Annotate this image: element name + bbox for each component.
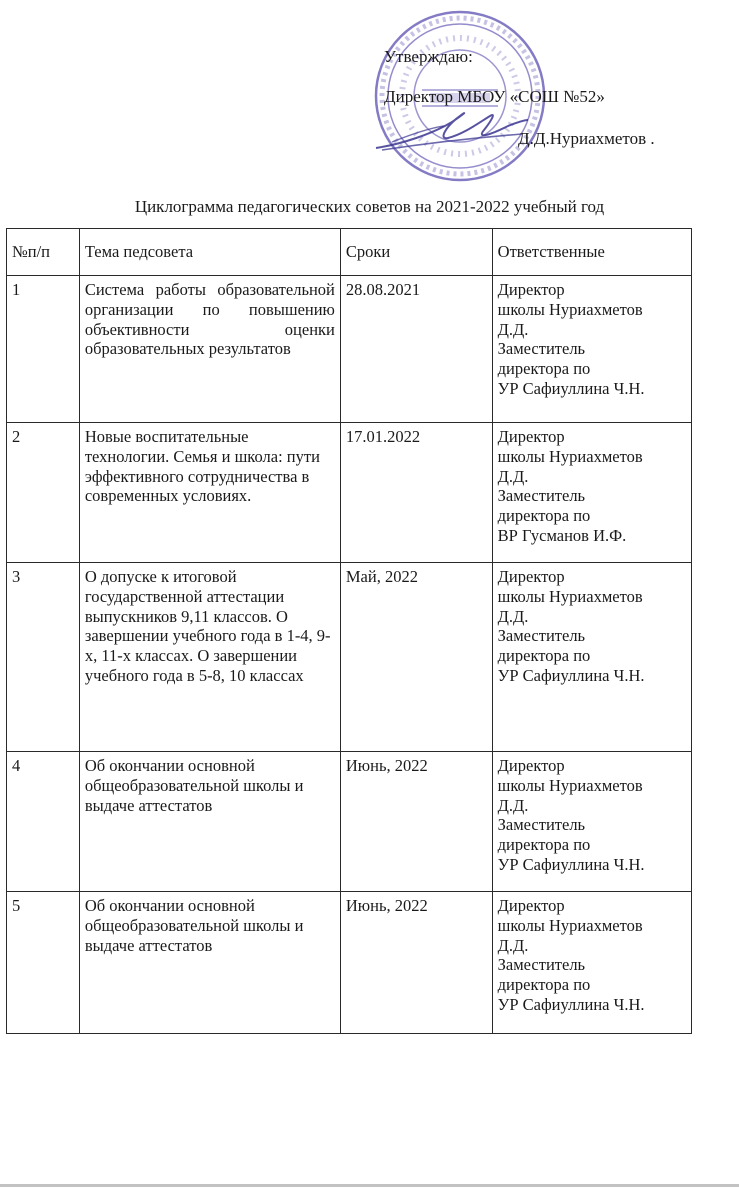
responsible-line: Директор <box>497 567 565 586</box>
row-topic: Об окончании основной общеобразовательной школы и выдаче аттестатов <box>79 752 340 892</box>
responsible-line: директора по <box>497 359 591 379</box>
responsible-line: школы Нуриахметов <box>497 446 643 466</box>
responsible-line: Заместитель <box>497 815 586 835</box>
responsible-line: УР Сафиуллина Ч.Н. <box>497 378 645 398</box>
responsible-line: УР Сафиуллина Ч.Н. <box>497 854 645 874</box>
table-row <box>7 276 692 423</box>
responsible-line: Директор <box>497 756 565 775</box>
director-signature <box>372 104 532 158</box>
row-date: 28.08.2021 <box>340 276 492 423</box>
row-topic: Об окончании основной общеобразовательной школы и выдаче аттестатов <box>79 892 340 1034</box>
row-topic: О допуске к итоговой государственной аттестации выпускников 9,11 классов. О завершении учебного года в 1-4, 9-х, 11-х классах. О завершении учебного года в 5-8, 10 классах <box>79 563 340 752</box>
table-row <box>7 423 692 563</box>
document-title: Циклограмма педагогических советов на 2021-2022 учебный год <box>134 197 605 216</box>
responsible-line: Д.Д. <box>497 935 529 955</box>
row-number: 2 <box>7 423 80 563</box>
responsible-line: директора по <box>497 646 591 666</box>
row-date: Июнь, 2022 <box>340 752 492 892</box>
responsible-line: директора по <box>497 506 591 526</box>
header-topic: Тема педсовета <box>79 229 340 276</box>
responsible-line: Заместитель <box>497 339 586 359</box>
responsible-line: Директор <box>497 427 565 446</box>
row-responsible <box>492 892 691 1034</box>
responsible-line: УР Сафиуллина Ч.Н. <box>497 994 645 1014</box>
approve-label: Утверждаю: <box>384 47 473 66</box>
row-topic: Новые воспитательные технологии. Семья и школа: пути эффективного сотрудничества в современных условиях. <box>79 423 340 563</box>
row-number: 1 <box>7 276 80 423</box>
responsible-line: Заместитель <box>497 626 586 646</box>
header-dates: Сроки <box>340 229 492 276</box>
responsible-line: УР Сафиуллина Ч.Н. <box>497 665 645 685</box>
responsible-line: школы Нуриахметов <box>497 299 643 319</box>
responsible-line: Д.Д. <box>497 606 529 626</box>
responsible-line: Д.Д. <box>497 319 529 339</box>
responsible-line: Директор <box>497 896 565 915</box>
row-responsible <box>492 423 691 563</box>
director-signer: Д.Д.Нуриахметов . <box>518 129 655 148</box>
director-title: Директор МБОУ «СОШ №52» <box>384 87 605 106</box>
pedagogical-councils-table <box>6 228 692 1034</box>
responsible-line: школы Нуриахметов <box>497 915 643 935</box>
row-responsible <box>492 752 691 892</box>
row-number: 3 <box>7 563 80 752</box>
header-number: №п/п <box>7 229 80 276</box>
responsible-line: школы Нуриахметов <box>497 775 643 795</box>
row-number: 4 <box>7 752 80 892</box>
table-header-row <box>7 229 692 276</box>
scan-bottom-edge <box>0 1184 739 1187</box>
row-topic: Система работы образовательной организации по повышению объективности оценки образовательных результатов <box>79 276 340 423</box>
responsible-line: Д.Д. <box>497 795 529 815</box>
responsible-line: директора по <box>497 975 591 995</box>
responsible-line: директора по <box>497 835 591 855</box>
row-date: Июнь, 2022 <box>340 892 492 1034</box>
row-date: Май, 2022 <box>340 563 492 752</box>
responsible-line: Директор <box>497 280 565 299</box>
responsible-line: ВР Гусманов И.Ф. <box>497 525 627 545</box>
row-responsible <box>492 276 691 423</box>
responsible-line: Заместитель <box>497 486 586 506</box>
table-row <box>7 752 692 892</box>
responsible-line: Д.Д. <box>497 466 529 486</box>
table-row <box>7 892 692 1034</box>
row-date: 17.01.2022 <box>340 423 492 563</box>
responsible-line: школы Нуриахметов <box>497 586 643 606</box>
table-row <box>7 563 692 752</box>
header-responsible: Ответственные <box>492 229 691 276</box>
responsible-line: Заместитель <box>497 955 586 975</box>
row-responsible <box>492 563 691 752</box>
row-number: 5 <box>7 892 80 1034</box>
